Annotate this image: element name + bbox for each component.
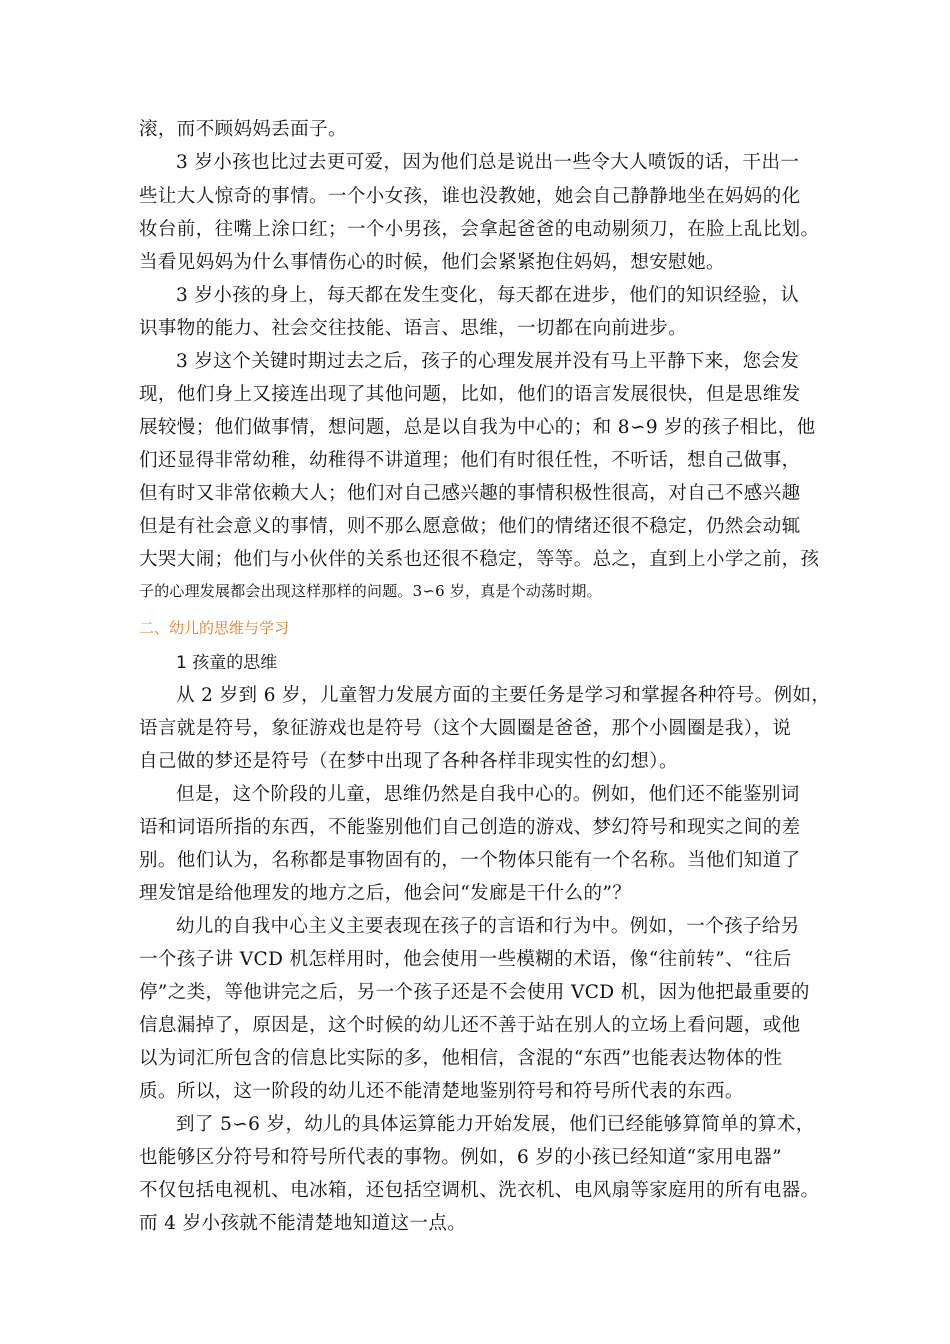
paragraph-line: 但是，这个阶段的儿童，思维仍然是自我中心的。例如，他们还不能鉴别词 [176, 784, 800, 805]
paragraph-line: 别。他们认为，名称都是事物固有的，一个物体只能有一个名称。当他们知道了 [139, 850, 801, 871]
paragraph-line: 而 4 岁小孩就不能清楚地知道这一点。 [139, 1213, 467, 1234]
paragraph-line: 滚，而不顾妈妈丢面子。 [139, 119, 347, 140]
paragraph-line: 理发馆是给他理发的地方之后，他会问“发廊是干什么的”？ [139, 883, 632, 904]
paragraph-line: 当看见妈妈为什么事情伤心的时候，他们会紧紧抱住妈妈，想安慰她。 [139, 252, 725, 273]
paragraph-line: 3 岁这个关键时期过去之后，孩子的心理发展并没有马上平静下来，您会发 [176, 351, 800, 372]
paragraph-line: 停”之类，等他讲完之后，另一个孩子还是不会使用 VCD 机，因为他把最重要的 [139, 982, 810, 1003]
paragraph-line: 语言就是符号，象征游戏也是符号（这个大圆圈是爸爸，那个小圆圈是我），说 [139, 718, 792, 739]
paragraph-line: 妆台前，往嘴上涂口红；一个小男孩，会拿起爸爸的电动剔须刀，在脸上乱比划。 [139, 219, 820, 240]
paragraph-line: 3 岁小孩的身上，每天都在发生变化，每天都在进步，他们的知识经验，认 [176, 285, 800, 306]
paragraph-line: 3 岁小孩也比过去更可爱，因为他们总是说出一些令大人喷饭的话，干出一 [176, 152, 800, 173]
paragraph-line: 但是有社会意义的事情，则不那么愿意做；他们的情绪还很不稳定，仍然会动辄 [139, 516, 801, 537]
paragraph-line: 自己做的梦还是符号（在梦中出现了各种各样非现实性的幻想）。 [139, 751, 678, 772]
paragraph-line: 质。所以，这一阶段的幼儿还不能清楚地鉴别符号和符号所代表的东西。 [139, 1081, 744, 1102]
paragraph-line: 幼儿的自我中心主义主要表现在孩子的言语和行为中。例如，一个孩子给另 [176, 916, 800, 937]
paragraph-line: 现，他们身上又接连出现了其他问题，比如，他们的语言发展很快，但是思维发 [139, 384, 801, 405]
paragraph-line: 们还显得非常幼稚，幼稚得不讲道理；他们有时很任性，不听话，想自己做事， [139, 450, 801, 471]
paragraph-line: 大哭大闹；他们与小伙伴的关系也还很不稳定，等等。总之，直到上小学之前，孩 [139, 549, 820, 570]
paragraph-line: 些让大人惊奇的事情。一个小女孩，谁也没教她，她会自己静静地坐在妈妈的化 [139, 186, 801, 207]
paragraph-line: 信息漏掉了，原因是，这个时候的幼儿还不善于站在别人的立场上看问题，或他 [139, 1015, 801, 1036]
paragraph-line: 展较慢；他们做事情，想问题，总是以自我为中心的；和 8∽9 岁的孩子相比，他 [139, 417, 816, 438]
paragraph-line: 从 2 岁到 6 岁，儿童智力发展方面的主要任务是学习和掌握各种符号。例如， [176, 685, 831, 706]
subsection-heading: 1 孩童的思维 [176, 653, 278, 673]
paragraph-line: 也能够区分符号和符号所代表的事物。例如，6 岁的小孩已经知道“家用电器” [139, 1147, 782, 1168]
paragraph-line: 到了 5∽6 岁，幼儿的具体运算能力开始发展，他们已经能够算简单的算术， [176, 1114, 815, 1135]
paragraph-line: 但有时又非常依赖大人；他们对自己感兴趣的事情积极性很高，对自己不感兴趣 [139, 483, 801, 504]
paragraph-line: 识事物的能力、社会交往技能、语言、思维，一切都在向前进步。 [139, 318, 688, 339]
section-heading: 二、幼儿的思维与学习 [139, 619, 290, 637]
paragraph-line: 以为词汇所包含的信息比实际的多，他相信，含混的“东西”也能表达物体的性 [139, 1048, 783, 1069]
paragraph-line: 子的心理发展都会出现这样那样的问题。3∽6 岁，真是个动荡时期。 [139, 582, 602, 600]
paragraph-line: 一个孩子讲 VCD 机怎样用时，他会使用一些模糊的术语，像“往前转”、“往后 [139, 949, 792, 970]
paragraph-line: 语和词语所指的东西，不能鉴别他们自己创造的游戏、梦幻符号和现实之间的差 [139, 817, 801, 838]
paragraph-line: 不仅包括电视机、电冰箱，还包括空调机、洗衣机、电风扇等家庭用的所有电器。 [139, 1180, 820, 1201]
